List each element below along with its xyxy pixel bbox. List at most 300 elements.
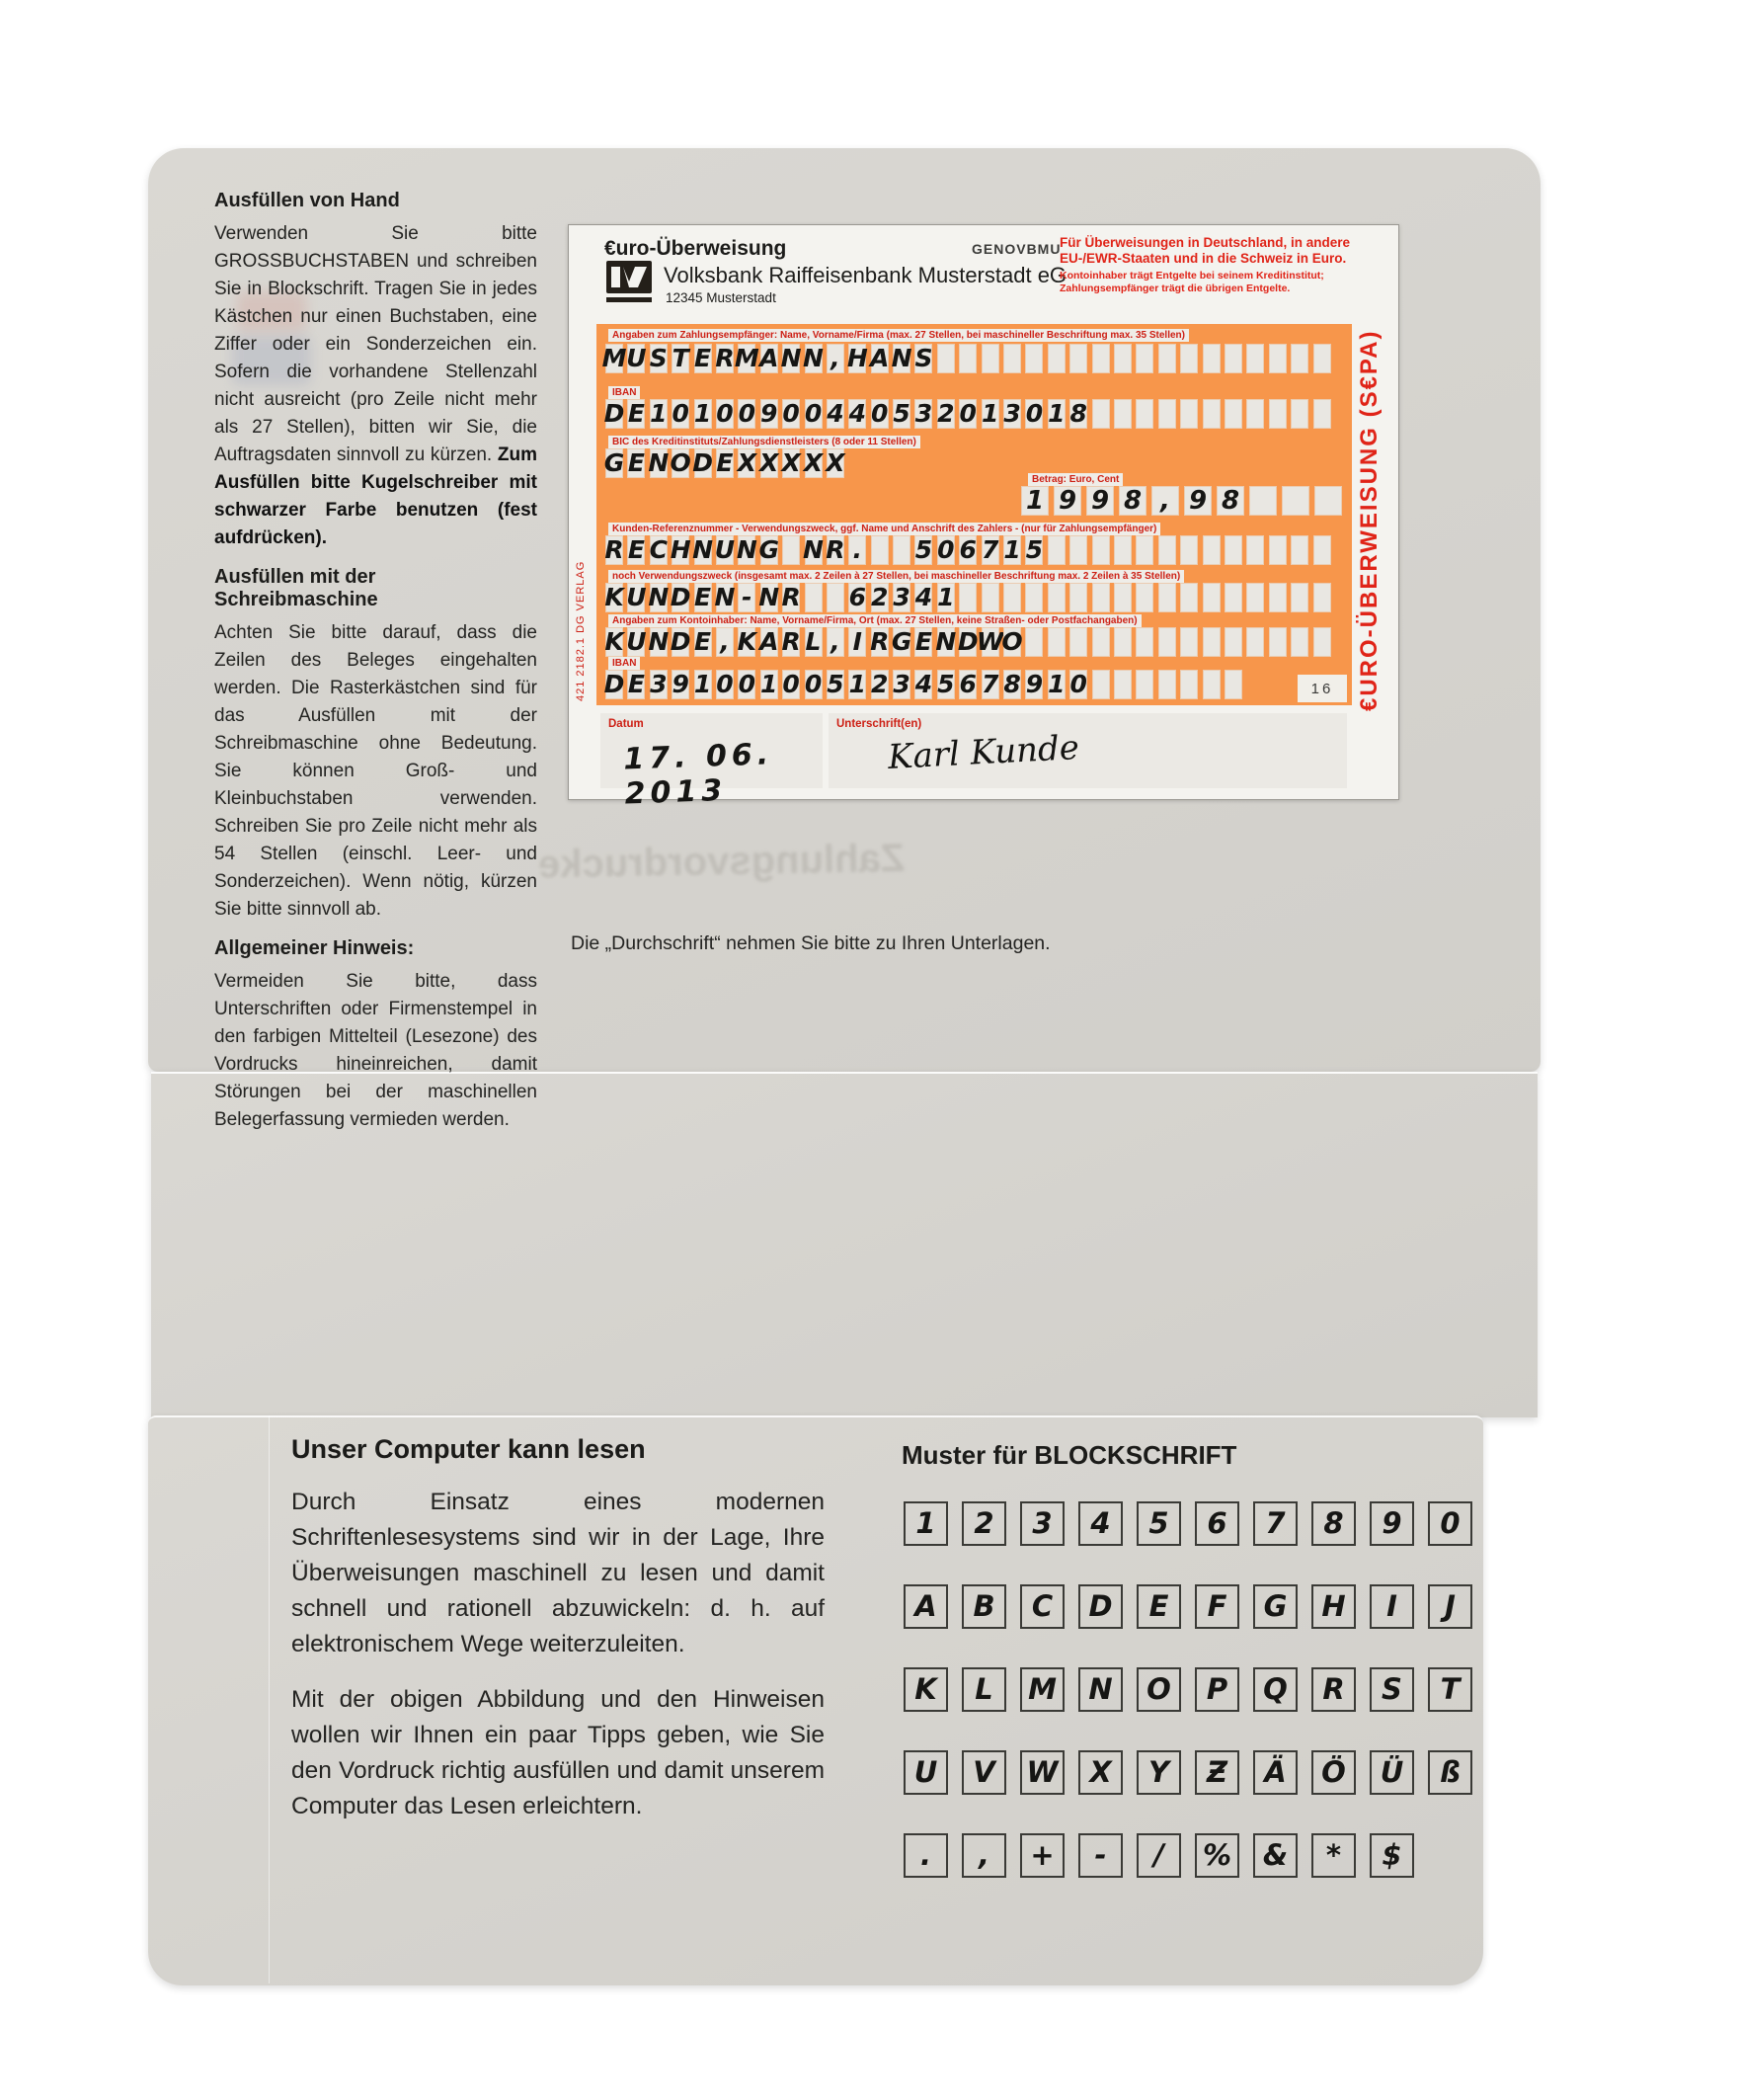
char-box	[982, 535, 999, 565]
handwritten-char: E	[694, 583, 712, 611]
char-box	[1003, 670, 1021, 699]
handwritten-char: ,	[830, 344, 840, 372]
blockschrift-box	[1195, 1833, 1239, 1878]
blockschrift-char: -	[1094, 1838, 1107, 1872]
handwritten-char: 5	[827, 670, 844, 698]
handwritten-char: K	[737, 627, 757, 656]
char-box	[760, 627, 778, 657]
char-box	[1158, 670, 1176, 699]
handwritten-char: 9	[1058, 486, 1077, 516]
blockschrift-char: 0	[1440, 1506, 1461, 1540]
blockschrift-box	[1137, 1584, 1181, 1629]
blockschrift-char: O	[1146, 1672, 1171, 1706]
volksbank-logo-icon	[606, 261, 652, 307]
handwritten-char: M	[601, 344, 627, 372]
handwritten-char: 0	[782, 399, 800, 428]
blockschrift-char: U	[913, 1755, 938, 1789]
char-box	[1092, 583, 1110, 612]
blockschrift-box	[1078, 1501, 1123, 1546]
char-box	[959, 627, 977, 657]
handwritten-char: 0	[716, 399, 734, 428]
char-box	[959, 583, 977, 612]
blockschrift-char: 5	[1148, 1506, 1169, 1540]
char-box	[1203, 583, 1221, 612]
char-box	[1136, 670, 1153, 699]
char-box	[694, 448, 712, 478]
handwritten-char: 1	[848, 670, 866, 698]
bank-code: GENOVBMU	[972, 241, 1062, 257]
field-label: noch Verwendungszweck (insgesamt max. 2 Zeilen à 27 Stellen, bei maschineller Beschriftung max. 2 Zeilen à 35 Stellen)	[608, 570, 1184, 583]
bottom-heading: Unser Computer kann lesen	[291, 1434, 646, 1464]
char-box	[805, 627, 823, 657]
blockschrift-char: 7	[1265, 1506, 1286, 1540]
lesezone	[596, 324, 1352, 705]
handwritten-char: 1	[693, 399, 712, 428]
char-box	[627, 448, 645, 478]
char-box	[760, 448, 778, 478]
char-box	[1313, 399, 1331, 429]
char-box	[1114, 399, 1132, 429]
char-box	[1136, 627, 1153, 657]
char-box	[1092, 535, 1110, 565]
handwritten-char: E	[914, 627, 932, 656]
blockschrift-char: R	[1322, 1672, 1345, 1706]
handwritten-char: 3	[893, 670, 910, 698]
handwritten-char: W	[976, 627, 1004, 656]
blockschrift-char: E	[1148, 1589, 1169, 1623]
blockschrift-box	[1370, 1667, 1414, 1712]
char-box	[1119, 486, 1146, 516]
handwritten-char: R	[870, 627, 890, 656]
blockschrift-box	[1253, 1833, 1298, 1878]
field-boxes	[605, 627, 1331, 657]
blockschrift-char: /	[1153, 1838, 1164, 1872]
blockschrift-char: 2	[974, 1506, 994, 1540]
instruction-column	[214, 190, 537, 1138]
char-box	[1291, 627, 1308, 657]
handwritten-char: D	[957, 627, 979, 656]
blockschrift-row	[904, 1584, 1472, 1629]
char-box	[738, 670, 755, 699]
char-box	[1025, 535, 1043, 565]
blockschrift-box	[1137, 1833, 1181, 1878]
blockschrift-char: P	[1206, 1672, 1228, 1706]
bottom-paragraph: Durch Einsatz eines modernen Schriftenlesesystems sind wir in der Lage, Ihre Überweisungen maschinell zu lesen und damit schnell und rationell abzuwickeln: d. h. auf elektronischem Wege weiterzuleiten.	[291, 1489, 825, 1657]
char-box	[782, 535, 800, 565]
handwritten-char: .	[852, 535, 863, 564]
handwritten-char: N	[692, 535, 714, 564]
blockschrift-char: Ƶ	[1206, 1755, 1228, 1789]
char-box	[605, 535, 623, 565]
char-box	[1069, 627, 1087, 657]
blockschrift-box	[962, 1667, 1006, 1712]
handwritten-char: 1	[650, 399, 668, 428]
blockschrift-box	[1137, 1501, 1181, 1546]
handwritten-char: O	[670, 448, 691, 477]
blockschrift-char: 4	[1090, 1506, 1111, 1540]
handwritten-char: M	[734, 344, 759, 372]
field-label: Betrag: Euro, Cent	[1028, 473, 1123, 486]
blockschrift-box	[1311, 1501, 1356, 1546]
handwritten-char: 7	[981, 535, 999, 564]
char-box	[782, 344, 800, 373]
char-box	[716, 399, 734, 429]
handwritten-char: U	[626, 583, 647, 611]
field-label: Kunden-Referenznummer - Verwendungszweck, ggf. Name und Anschrift des Zahlers - (nur für Zahlungsempfänger)	[608, 523, 1160, 535]
handwritten-char: S	[649, 344, 668, 372]
char-box	[827, 399, 844, 429]
blockschrift-char: 6	[1207, 1506, 1227, 1540]
char-box	[672, 583, 689, 612]
handwritten-char: 1	[1025, 486, 1045, 516]
handwritten-char: 2	[870, 670, 889, 698]
handwritten-char: 5	[1025, 535, 1044, 564]
field-boxes	[605, 448, 844, 478]
blockschrift-char: $	[1382, 1838, 1402, 1872]
blockschrift-box	[1137, 1750, 1181, 1795]
fold-edge-line	[269, 1415, 270, 1983]
char-box	[1291, 583, 1308, 612]
handwritten-char: 0	[870, 399, 889, 428]
blockschrift-char: M	[1028, 1672, 1057, 1706]
section-heading: Ausfüllen mit der Schreibmaschine	[214, 566, 378, 610]
blockschrift-char: 8	[1323, 1506, 1344, 1540]
char-box	[716, 535, 734, 565]
char-box	[1092, 670, 1110, 699]
handwritten-char: 1	[1048, 399, 1066, 428]
handwritten-char: K	[604, 627, 624, 656]
handwritten-char: D	[670, 583, 691, 611]
char-box	[1136, 344, 1153, 373]
char-box	[605, 670, 623, 699]
char-box	[1158, 583, 1176, 612]
char-box	[1048, 670, 1066, 699]
char-box	[1025, 670, 1043, 699]
blockschrift-char: V	[973, 1755, 995, 1789]
handwritten-char: 0	[738, 399, 756, 428]
handwritten-char: X	[759, 448, 779, 477]
char-box	[1291, 535, 1308, 565]
handwritten-char: H	[670, 535, 691, 564]
durchschrift-caption: Die „Durchschrift“ nehmen Sie bitte zu Ihren Unterlagen.	[571, 932, 1051, 954]
char-box	[1114, 344, 1132, 373]
blockschrift-box	[904, 1833, 948, 1878]
date-field	[600, 713, 823, 812]
char-box	[871, 583, 889, 612]
char-box	[627, 627, 645, 657]
char-box	[937, 583, 955, 612]
notice-line: Zahlungsempfänger trägt die übrigen Entgelte.	[1060, 283, 1291, 294]
handwritten-char: 3	[914, 399, 933, 428]
char-box	[1246, 535, 1264, 565]
handwritten-char: 3	[1003, 399, 1021, 428]
notice-bold: Für Überweisungen in Deutschland, in andere EU-/EWR-Staaten und in die Schweiz in Euro.	[1060, 235, 1351, 266]
char-box	[650, 344, 668, 373]
char-box	[1136, 535, 1153, 565]
char-box	[848, 627, 866, 657]
blockschrift-row	[904, 1750, 1472, 1795]
handwritten-char: E	[716, 448, 734, 477]
char-box	[734, 344, 759, 373]
char-box	[914, 344, 932, 373]
handwritten-char: D	[670, 627, 691, 656]
field-label: Angaben zum Zahlungsempfänger: Name, Vorname/Firma (max. 27 Stellen, bei maschineller Beschriftung max. 35 Stellen)	[608, 329, 1189, 342]
char-box	[848, 535, 866, 565]
handwritten-char: I	[852, 627, 862, 656]
char-box	[893, 344, 910, 373]
handwritten-char: 5	[893, 399, 910, 428]
char-box	[871, 627, 889, 657]
char-box	[627, 535, 645, 565]
char-box	[1246, 399, 1264, 429]
char-box	[1158, 535, 1176, 565]
char-box	[672, 535, 689, 565]
handwritten-char: 7	[981, 670, 999, 698]
char-box	[1086, 486, 1114, 516]
printer-imprint-vertical: 421 2182.1 DG VERLAG	[575, 560, 587, 701]
char-box	[738, 627, 755, 657]
blockschrift-box	[962, 1501, 1006, 1546]
char-box	[672, 670, 689, 699]
char-box	[893, 535, 910, 565]
handwritten-char: 4	[848, 399, 866, 428]
section-text: Verwenden Sie bitte GROSSBUCHSTABEN und schreiben Sie in Blockschrift. Tragen Sie in jedes Kästchen nur einen Buchstaben, eine Ziffer oder ein Sonderzeichen ein. Sofern die vorhandene Stellenzahl nicht ausreicht (pro Zeile nicht mehr als 27 Stellen), bitten wir Sie, die Auftragsdaten sinnvoll zu kürzen.	[214, 223, 537, 465]
char-box	[605, 448, 623, 478]
blockschrift-char: 1	[915, 1506, 936, 1540]
char-box	[650, 670, 668, 699]
handwritten-char: O	[1001, 627, 1023, 656]
char-box	[1314, 486, 1342, 516]
char-box	[1048, 399, 1066, 429]
handwritten-char: 4	[914, 583, 933, 611]
blockschrift-char: S	[1382, 1672, 1402, 1706]
handwritten-char: 1	[1048, 670, 1066, 698]
char-box	[627, 399, 645, 429]
char-box	[1180, 399, 1198, 429]
char-box	[1048, 535, 1066, 565]
char-box	[1269, 344, 1287, 373]
char-box	[738, 583, 755, 612]
char-box	[1025, 399, 1043, 429]
handwritten-char: 1	[981, 399, 999, 428]
blockschrift-char: Ö	[1321, 1755, 1346, 1789]
char-box	[1249, 486, 1277, 516]
char-box	[650, 535, 668, 565]
char-box	[694, 535, 712, 565]
char-box	[1180, 627, 1198, 657]
char-box	[805, 583, 823, 612]
handwritten-char: U	[626, 627, 647, 656]
handwritten-char: 0	[782, 670, 800, 698]
handwritten-char: G	[603, 448, 625, 477]
date-handwriting: 17. 06. 2013	[622, 737, 774, 812]
handwritten-char: 2	[870, 583, 889, 611]
char-box	[716, 627, 734, 657]
char-box	[982, 670, 999, 699]
notice-small	[1060, 270, 1387, 295]
handwritten-char: 0	[804, 399, 823, 428]
handwritten-char: 9	[1090, 486, 1110, 516]
char-box	[650, 627, 668, 657]
handwritten-char: N	[648, 627, 670, 656]
char-box	[914, 627, 932, 657]
char-box	[805, 670, 823, 699]
field-boxes	[605, 670, 1242, 699]
blockschrift-char: %	[1202, 1838, 1232, 1872]
blockschrift-box	[1078, 1833, 1123, 1878]
handwritten-char: D	[603, 670, 625, 698]
char-box	[782, 627, 800, 657]
char-box	[1021, 486, 1049, 516]
char-box	[694, 627, 712, 657]
char-box	[1291, 344, 1308, 373]
blockschrift-row	[904, 1501, 1472, 1546]
blockschrift-box	[1078, 1750, 1123, 1795]
char-box	[914, 535, 932, 565]
handwritten-char: X	[737, 448, 756, 477]
handwritten-char: ,	[1160, 486, 1170, 516]
handwritten-char: 1	[937, 583, 955, 611]
char-box	[1114, 627, 1132, 657]
char-box	[1158, 344, 1176, 373]
blockschrift-box	[962, 1833, 1006, 1878]
char-box	[627, 344, 645, 373]
blockschrift-char: I	[1386, 1589, 1397, 1623]
handwritten-char: 1	[693, 670, 712, 698]
handwritten-char: ,	[830, 627, 840, 656]
blockschrift-char: G	[1263, 1589, 1288, 1623]
blockschrift-char: Ä	[1264, 1755, 1287, 1789]
blockschrift-char: K	[914, 1672, 937, 1706]
char-box	[893, 399, 910, 429]
char-box	[1180, 344, 1198, 373]
bottom-paragraph: Mit der obigen Abbildung und den Hinweisen wollen wir Ihnen ein paar Tipps geben, wie Sie den Vordruck richtig ausfüllen und damit unserem Computer das Lesen erleichtern.	[291, 1686, 825, 1819]
char-box	[848, 670, 866, 699]
blockschrift-char: 3	[1032, 1506, 1053, 1540]
blockschrift-box	[1311, 1584, 1356, 1629]
signature-field	[829, 713, 1347, 788]
char-box	[1269, 535, 1287, 565]
signature-label: Unterschrift(en)	[836, 718, 922, 730]
char-box	[1282, 486, 1309, 516]
handwritten-char: U	[626, 344, 647, 372]
char-box	[1114, 583, 1132, 612]
char-box	[805, 399, 823, 429]
char-box	[760, 344, 778, 373]
blockschrift-char: Q	[1263, 1672, 1288, 1706]
char-box	[716, 670, 734, 699]
computer-reading-column	[291, 1434, 825, 1844]
blockschrift-box	[1195, 1750, 1239, 1795]
char-box	[871, 344, 889, 373]
handwritten-char: S	[914, 344, 933, 372]
usage-notice	[1060, 235, 1387, 295]
handwritten-char: 4	[827, 399, 844, 428]
handwritten-char: E	[627, 535, 645, 564]
char-box	[1225, 627, 1242, 657]
char-box	[760, 670, 778, 699]
blockschrift-char: &	[1262, 1838, 1289, 1872]
blockschrift-char: ß	[1440, 1755, 1461, 1789]
handwritten-char: 9	[760, 399, 778, 428]
handwritten-char: 2	[937, 399, 955, 428]
char-box	[627, 583, 645, 612]
char-box	[1180, 535, 1198, 565]
field-label: Angaben zum Kontoinhaber: Name, Vorname/Firma, Ort (max. 27 Stellen, keine Straßen- oder Postfachangaben)	[608, 614, 1142, 627]
section-paragraph: Vermeiden Sie bitte, dass Unterschriften oder Firmenstempel in den farbigen Mittelteil (Lesezone) des Vordrucks hineinreichen, damit Störungen bei der maschinellen Belegerfassung vermieden werden.	[214, 971, 537, 1130]
blockschrift-box	[1311, 1667, 1356, 1712]
blockschrift-char: J	[1445, 1589, 1456, 1623]
handwritten-char: 0	[804, 670, 823, 698]
section-heading: Ausfüllen von Hand	[214, 190, 400, 211]
handwritten-char: 9	[672, 670, 689, 698]
blockschrift-box	[1370, 1501, 1414, 1546]
blockschrift-box	[1253, 1667, 1298, 1712]
char-box	[937, 344, 955, 373]
blockschrift-box	[1311, 1833, 1356, 1878]
blockschrift-box	[904, 1750, 948, 1795]
char-box	[1136, 399, 1153, 429]
char-box	[827, 627, 844, 657]
handwritten-char: N	[736, 535, 757, 564]
char-box	[1291, 399, 1308, 429]
char-box	[694, 344, 712, 373]
handwritten-char: D	[603, 399, 625, 428]
blockschrift-box	[1078, 1584, 1123, 1629]
handwritten-char: X	[826, 448, 845, 477]
char-box	[914, 670, 932, 699]
char-box	[1069, 670, 1087, 699]
char-box	[1048, 627, 1066, 657]
handwritten-char: 0	[1069, 670, 1087, 698]
handwritten-char: C	[649, 535, 668, 564]
char-box	[738, 399, 755, 429]
handwritten-char: 8	[1069, 399, 1087, 428]
char-box	[1313, 627, 1331, 657]
char-box	[1048, 344, 1066, 373]
handwritten-char: 8	[1123, 486, 1143, 516]
handwritten-char: 9	[1188, 486, 1208, 516]
char-box	[694, 583, 712, 612]
char-box	[760, 583, 778, 612]
char-box	[782, 399, 800, 429]
handwritten-char: 5	[914, 535, 933, 564]
char-box	[805, 448, 823, 478]
char-box	[1151, 486, 1179, 516]
blockschrift-box	[1195, 1584, 1239, 1629]
blockschrift-box	[1195, 1501, 1239, 1546]
char-box	[959, 399, 977, 429]
blockschrift-box	[1311, 1750, 1356, 1795]
show-through-text: Zahlungsvordrucke	[537, 836, 906, 887]
char-box	[1313, 583, 1331, 612]
handwritten-char: 6	[959, 670, 977, 698]
char-box	[605, 627, 623, 657]
char-box	[982, 399, 999, 429]
char-box	[1092, 399, 1110, 429]
char-box	[1069, 399, 1087, 429]
char-box	[601, 344, 627, 373]
char-box	[1069, 535, 1087, 565]
blockschrift-char: A	[914, 1589, 937, 1623]
handwritten-char: 3	[650, 670, 668, 698]
char-box	[1069, 344, 1087, 373]
blockschrift-box	[1137, 1667, 1181, 1712]
char-box	[976, 627, 1004, 657]
blockschrift-box	[1020, 1584, 1065, 1629]
handwritten-char: 0	[937, 535, 955, 564]
field-boxes	[605, 399, 1331, 429]
